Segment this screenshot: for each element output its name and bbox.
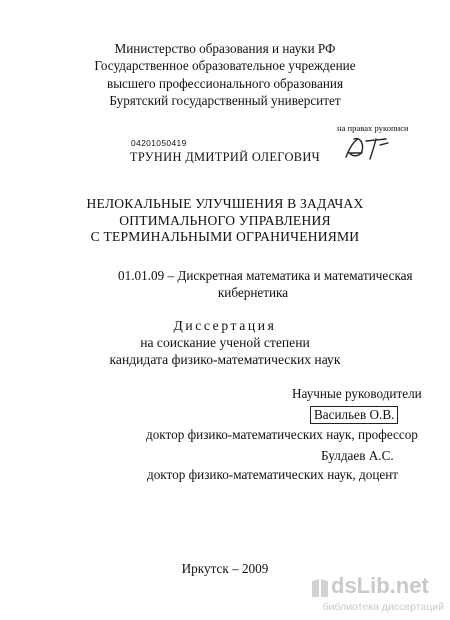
specialty [118,267,418,301]
ministry-line-3: высшего профессионального образования [106,75,344,91]
watermark-logo: dsLib.net [331,573,429,598]
specialty-line-1: 01.01.09 – Дискретная математика и математическая [118,268,413,283]
advisors-heading: Научные руководители [292,386,422,401]
watermark-subtitle: библиотека диссертаций [322,601,444,613]
advisor-2-name: Булдаев А.С. [321,448,394,463]
title-line-1: НЕЛОКАЛЬНЫЕ УЛУЧШЕНИЯ В ЗАДАЧАХ [86,196,364,211]
specialty-line-2: кибернетика [217,285,289,300]
dissertation-heading: Диссертация [173,318,277,333]
degree-line-1: на соискание ученой степени [140,334,310,350]
author-name: ТРУНИН ДМИТРИЙ ОЛЕГОВИЧ [129,150,321,164]
ministry-line-2: Государственное образовательное учреждение [94,58,356,74]
advisor-1-degree: доктор физико-математических наук, профессор [146,427,418,442]
book-icon [310,577,330,599]
ministry-line-1: Министерство образования и науки РФ [114,41,336,56]
ministry-line-4: Бурятский государственный университет [109,93,341,109]
archive-stamp-number: 04201050419 [131,138,187,148]
dissertation-title [0,196,450,246]
advisor-1-name: Васильев О.В. [310,406,398,424]
manuscript-note: на правах рукописи [337,123,409,133]
watermark [288,573,448,619]
city-year: Иркутск – 2009 [181,561,269,576]
title-line-3: С ТЕРМИНАЛЬНЫМИ ОГРАНИЧЕНИЯМИ [90,229,360,245]
advisor-2-degree: доктор физико-математических наук, доцент [147,467,399,482]
title-line-2: ОПТИМАЛЬНОГО УПРАВЛЕНИЯ [119,212,331,228]
degree-line-2: кандидата физико-математических наук [109,351,341,367]
ministry-header [0,40,450,110]
degree-statement [0,318,450,368]
